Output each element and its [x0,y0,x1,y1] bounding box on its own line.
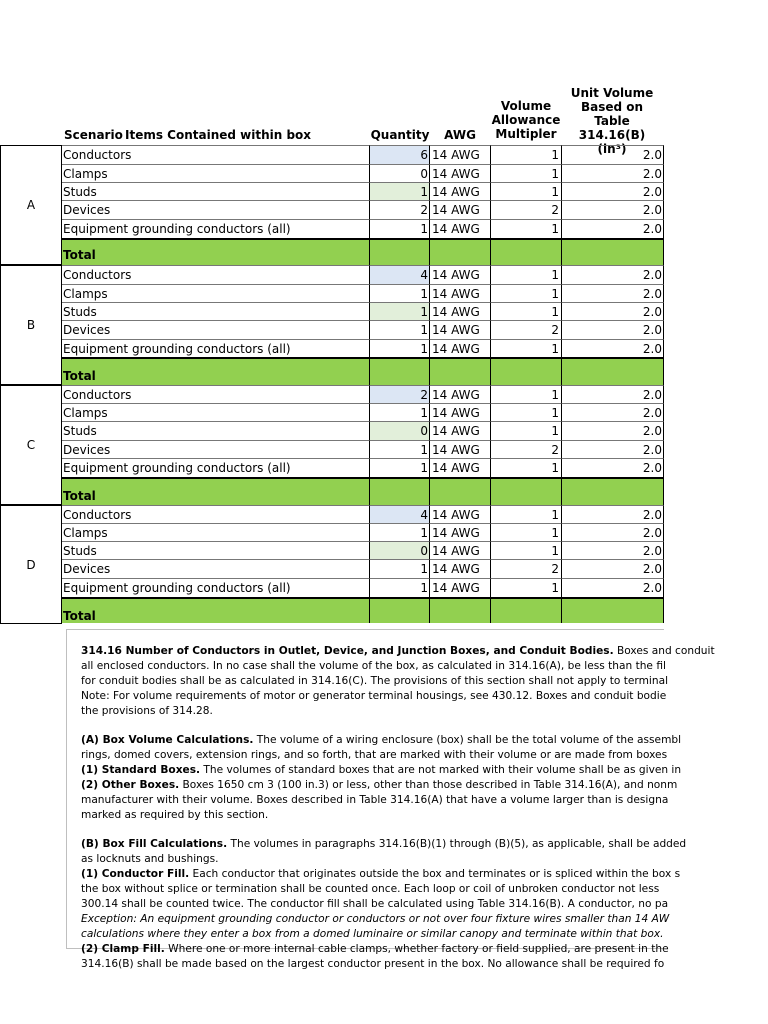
text-line: as locknuts and bushings. [81,853,219,865]
text-run: Boxes and conduit [613,645,715,657]
header-items: Items Contained within box [125,128,312,142]
scenario-label: B [0,265,62,385]
multiplier-cell[interactable]: 1 [491,505,562,524]
unit-volume-cell[interactable]: 2.0 [562,458,664,477]
item-cell[interactable]: Clamps [62,523,370,542]
awg-cell[interactable]: 14 AWG [430,200,491,219]
quantity-cell[interactable]: 0 [370,164,430,183]
awg-cell[interactable]: 14 AWG [430,440,491,459]
header-unit-volume-line: Based on [580,100,644,114]
quantity-cell[interactable]: 1 [370,320,430,339]
total-label-cell[interactable]: Total [62,238,370,266]
total-volume-cell[interactable] [562,238,664,266]
awg-cell[interactable]: 14 AWG [430,385,491,404]
total-quantity-cell[interactable] [370,238,430,266]
unit-volume-cell[interactable]: 2.0 [562,403,664,422]
quantity-cell[interactable]: 1 [370,578,430,597]
total-volume-cell[interactable] [562,597,664,623]
text-line [81,644,715,659]
unit-volume-cell[interactable]: 2.0 [562,578,664,597]
unit-volume-cell[interactable]: 2.0 [562,182,664,201]
section-heading: (A) Box Volume Calculations. [81,734,254,746]
total-multiplier-cell[interactable] [491,597,562,623]
item-cell[interactable]: Conductors [62,505,370,524]
total-label-cell[interactable]: Total [62,357,370,385]
text-run: Each conductor that originates outside the box and terminates or is spliced within the box s [189,868,681,880]
multiplier-cell[interactable]: 2 [491,440,562,459]
multiplier-cell[interactable]: 1 [491,578,562,597]
awg-cell[interactable]: 14 AWG [430,541,491,560]
item-cell[interactable]: Studs [62,421,370,440]
quantity-cell[interactable]: 4 [370,505,430,524]
item-cell[interactable]: Devices [62,440,370,459]
multiplier-cell[interactable]: 1 [491,284,562,303]
multiplier-cell[interactable]: 1 [491,164,562,183]
quantity-cell[interactable]: 1 [370,440,430,459]
exception-text: Exception: An equipment grounding conductor or conductors or not over four fixture wires smaller than 14 AW [81,913,670,925]
unit-volume-cell[interactable]: 2.0 [562,559,664,578]
unit-volume-cell[interactable]: 2.0 [562,541,664,560]
text-line [81,778,678,793]
text-line: marked as required by this section. [81,809,269,821]
awg-cell[interactable]: 14 AWG [430,219,491,238]
text-line: the provisions of 314.28. [81,705,213,717]
multiplier-cell[interactable]: 2 [491,200,562,219]
multiplier-cell[interactable]: 1 [491,541,562,560]
header-multiplier-line: Volume [500,99,552,113]
total-quantity-cell[interactable] [370,597,430,623]
awg-cell[interactable]: 14 AWG [430,320,491,339]
item-cell[interactable]: Clamps [62,164,370,183]
header-scenario: Scenario [64,128,123,142]
total-awg-cell[interactable] [430,477,491,505]
text-line: 300.14 shall be counted twice. The conductor fill shall be calculated using Table 314.16(B). A conductor, no pa [81,898,669,910]
text-paragraph [81,837,687,972]
text-line: manufacturer with their volume. Boxes described in Table 314.16(A) that have a volume larger than is designa [81,794,669,806]
multiplier-cell[interactable]: 1 [491,182,562,201]
quantity-cell[interactable]: 1 [370,182,430,201]
item-cell[interactable]: Equipment grounding conductors (all) [62,458,370,477]
section-heading: (2) Clamp Fill. [81,943,165,955]
total-volume-cell[interactable] [562,477,664,505]
header-unit-volume-line: Unit Volume [570,86,654,100]
awg-cell[interactable]: 14 AWG [430,523,491,542]
item-cell[interactable]: Studs [62,182,370,201]
awg-cell[interactable]: 14 AWG [430,182,491,201]
text-line [81,942,669,957]
header-multiplier-line: Allowance [491,113,561,127]
awg-cell[interactable]: 14 AWG [430,284,491,303]
quantity-cell[interactable]: 1 [370,458,430,477]
unit-volume-cell[interactable]: 2.0 [562,265,664,284]
multiplier-cell[interactable]: 1 [491,145,562,164]
text-line [81,867,681,882]
quantity-cell[interactable]: 1 [370,284,430,303]
text-run: Where one or more internal cable clamps, whether factory or field supplied, are present in the [164,943,669,955]
unit-volume-cell[interactable]: 2.0 [562,320,664,339]
unit-volume-cell[interactable]: 2.0 [562,421,664,440]
item-cell[interactable]: Devices [62,559,370,578]
total-multiplier-cell[interactable] [491,238,562,266]
text-run: The volume of a wiring enclosure (box) shall be the total volume of the assembl [253,734,682,746]
text-run: The volumes in paragraphs 314.16(B)(1) through (B)(5), as applicable, shall be added [227,838,687,850]
quantity-cell[interactable]: 0 [370,541,430,560]
text-line: rings, domed covers, extension rings, and so forth, that are marked with their volume or are made from boxes [81,749,668,761]
nec-text-box[interactable] [66,629,715,970]
quantity-cell[interactable]: 0 [370,421,430,440]
text-line [81,733,682,748]
total-multiplier-cell[interactable] [491,357,562,385]
scenario-label: A [0,145,62,265]
text-line: for conduit bodies shall be as calculated in 314.16(C). The provisions of this section shall not apply to terminal [81,675,669,687]
multiplier-cell[interactable]: 1 [491,339,562,358]
header-unit-volume-line: Table 314.16(B) [578,114,646,142]
item-cell[interactable]: Devices [62,200,370,219]
awg-cell[interactable]: 14 AWG [430,505,491,524]
text-line [81,927,664,942]
section-heading: (2) Other Boxes. [81,779,180,791]
item-cell[interactable]: Studs [62,541,370,560]
item-cell[interactable]: Equipment grounding conductors (all) [62,578,370,597]
quantity-cell[interactable]: 1 [370,523,430,542]
quantity-cell[interactable]: 4 [370,265,430,284]
text-line [81,837,687,852]
unit-volume-cell[interactable]: 2.0 [562,145,664,164]
multiplier-cell[interactable]: 1 [491,302,562,321]
quantity-cell[interactable]: 6 [370,145,430,164]
text-paragraph [81,733,682,823]
total-multiplier-cell[interactable] [491,477,562,505]
text-line: Note: For volume requirements of motor or generator terminal housings, see 430.12. Boxes and conduit bodie [81,690,667,702]
awg-cell[interactable]: 14 AWG [430,578,491,597]
multiplier-cell[interactable]: 1 [491,458,562,477]
total-quantity-cell[interactable] [370,477,430,505]
text-line: 314.16(B) shall be made based on the largest conductor present in the box. No allowance shall be required fo [81,958,665,970]
text-run: Boxes 1650 cm 3 (100 in.3) or less, other than those described in Table 314.16(A), and nonm [179,779,678,791]
awg-cell[interactable]: 14 AWG [430,339,491,358]
unit-volume-cell[interactable]: 2.0 [562,219,664,238]
awg-cell[interactable]: 14 AWG [430,559,491,578]
header-multiplier-line: Multipler [495,127,557,141]
exception-text: calculations where they enter a box from a domed luminaire or similar canopy and terminate within that box. [81,928,664,940]
text-line: all enclosed conductors. In no case shall the volume of the box, as calculated in 314.16(A), be less than the fil [81,660,666,672]
item-cell[interactable]: Equipment grounding conductors (all) [62,219,370,238]
unit-volume-cell[interactable]: 2.0 [562,339,664,358]
multiplier-cell[interactable]: 2 [491,320,562,339]
item-cell[interactable]: Conductors [62,385,370,404]
section-heading: 314.16 Number of Conductors in Outlet, Device, and Junction Boxes, and Conduit Bodies. [81,645,614,657]
unit-volume-cell[interactable]: 2.0 [562,385,664,404]
unit-volume-cell[interactable]: 2.0 [562,284,664,303]
header-awg: AWG [444,128,476,142]
total-awg-cell[interactable] [430,357,491,385]
unit-volume-cell[interactable]: 2.0 [562,505,664,524]
unit-volume-cell[interactable]: 2.0 [562,164,664,183]
total-quantity-cell[interactable] [370,357,430,385]
awg-cell[interactable]: 14 AWG [430,265,491,284]
total-label-cell[interactable]: Total [62,477,370,505]
scenario-label: D [0,505,62,624]
unit-volume-cell[interactable]: 2.0 [562,302,664,321]
total-label-cell[interactable]: Total [62,597,370,623]
multiplier-cell[interactable]: 1 [491,403,562,422]
quantity-cell[interactable]: 2 [370,200,430,219]
text-line: the box without splice or termination shall be counted once. Each loop or coil of unbroken conductor not less [81,883,660,895]
quantity-cell[interactable]: 1 [370,559,430,578]
item-cell[interactable]: Devices [62,320,370,339]
awg-cell[interactable]: 14 AWG [430,302,491,321]
total-awg-cell[interactable] [430,238,491,266]
header-multiplier [491,99,561,141]
multiplier-cell[interactable]: 1 [491,421,562,440]
multiplier-cell[interactable]: 2 [491,559,562,578]
multiplier-cell[interactable]: 1 [491,385,562,404]
unit-volume-cell[interactable]: 2.0 [562,440,664,459]
multiplier-cell[interactable]: 1 [491,219,562,238]
quantity-cell[interactable]: 1 [370,339,430,358]
section-heading: (1) Conductor Fill. [81,868,190,880]
total-volume-cell[interactable] [562,357,664,385]
text-run: The volumes of standard boxes that are not marked with their volume shall be as given in [200,764,682,776]
multiplier-cell[interactable]: 1 [491,523,562,542]
quantity-cell[interactable]: 1 [370,219,430,238]
header-quantity: Quantity [370,128,430,142]
total-awg-cell[interactable] [430,597,491,623]
item-cell[interactable]: Conductors [62,145,370,164]
section-heading: (1) Standard Boxes. [81,764,201,776]
awg-cell[interactable]: 14 AWG [430,421,491,440]
awg-cell[interactable]: 14 AWG [430,164,491,183]
quantity-cell[interactable]: 2 [370,385,430,404]
item-cell[interactable]: Equipment grounding conductors (all) [62,339,370,358]
unit-volume-cell[interactable]: 2.0 [562,200,664,219]
item-cell[interactable]: Studs [62,302,370,321]
quantity-cell[interactable]: 1 [370,302,430,321]
section-heading: (B) Box Fill Calculations. [81,838,228,850]
quantity-cell[interactable]: 1 [370,403,430,422]
text-line [81,763,682,778]
unit-volume-cell[interactable]: 2.0 [562,523,664,542]
multiplier-cell[interactable]: 1 [491,265,562,284]
text-line [81,912,670,927]
item-cell[interactable]: Clamps [62,403,370,422]
awg-cell[interactable]: 14 AWG [430,403,491,422]
item-cell[interactable]: Clamps [62,284,370,303]
scenario-label: C [0,385,62,505]
text-paragraph [81,644,715,719]
awg-cell[interactable]: 14 AWG [430,145,491,164]
item-cell[interactable]: Conductors [62,265,370,284]
awg-cell[interactable]: 14 AWG [430,458,491,477]
header-unit-volume-line: (in³) [597,142,627,156]
